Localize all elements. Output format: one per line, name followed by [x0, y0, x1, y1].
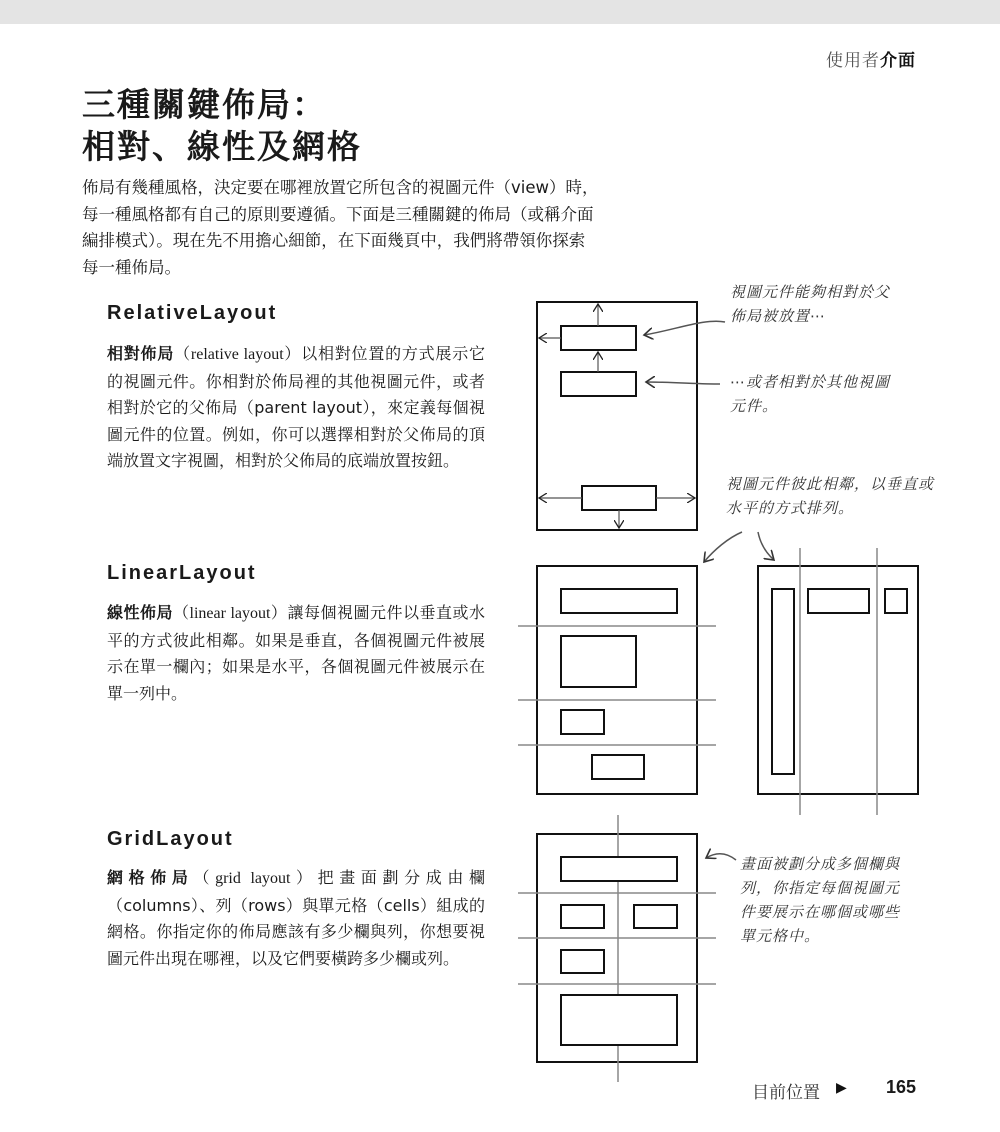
grid-layout-heading: GridLayout [107, 828, 234, 850]
grid-cell-view-4 [561, 950, 604, 973]
intro-paragraph: 佈局有幾種風格，決定要在哪裡放置它所包含的視圖元件（view）時，每一種風格都有自己的原則要遵循。下面是三種關鍵的佈局（或稱介面編排模式）。現在先不用擔心細節，在下面幾頁中，我們將帶領你探索每一種佈局。 [82, 178, 599, 277]
relative-layout-heading: RelativeLayout [107, 302, 278, 324]
linear-horizontal-view-1 [772, 589, 794, 774]
linear-horizontal-view-3 [885, 589, 907, 613]
note-relative-sibling: ⋯或者相對於其他視圖元件。 [730, 373, 891, 415]
grid-cell-view-5 [561, 995, 677, 1045]
linear-layout-term: 線性佈局 [107, 603, 174, 622]
page-number: 165 [886, 1077, 917, 1097]
linear-vertical-view-3 [561, 710, 604, 734]
linear-layout-body: 讓每個視圖元件以垂直或水平的方式彼此相鄰。如果是垂直，各個視圖元件被展示在單一欄內；如果是水平，各個視圖元件被展示在單一列中。 [107, 603, 485, 703]
relative-layout-term-en: （relative layout） [174, 346, 302, 363]
annotation-arrow-sibling [646, 382, 720, 384]
relative-view-middle [561, 372, 636, 396]
page-title-line2: 相對、線性及網格 [82, 127, 362, 166]
linear-layout-term-en: （linear layout） [173, 605, 288, 622]
grid-layout-diagram [518, 815, 736, 1082]
linear-layout-heading: LinearLayout [107, 562, 257, 584]
running-header-section: 使用者 [826, 51, 880, 71]
linear-vertical-view-4 [592, 755, 644, 779]
linear-vertical-view-1 [561, 589, 677, 613]
relative-layout-diagram [537, 302, 725, 530]
you-are-here-label: 目前位置 [752, 1083, 820, 1103]
linear-layout-horizontal-diagram [704, 532, 918, 815]
page-title-line1: 三種關鍵佈局： [82, 85, 327, 124]
relative-layout-body: 以相對位置的方式展示它的視圖元件。你相對於佈局裡的其他視圖元件，或者相對於它的父佈局（parent layout），來定義每個視圖元件的位置。例如，你可以選擇相對於父佈局的頂端放置文字視圖，相對於父佈局的底端放置按鈕。 [107, 344, 485, 470]
relative-layout-term: 相對佈局 [107, 344, 175, 363]
linear-layout-vertical-diagram [518, 566, 716, 794]
annotation-arrow-grid [706, 854, 736, 860]
running-header-chapter: 介面 [880, 51, 916, 71]
relative-view-bottom [582, 486, 656, 510]
linear-horizontal-view-2 [808, 589, 869, 613]
linear-vertical-view-2 [561, 636, 636, 687]
grid-layout-term: 網格佈局 [107, 868, 194, 887]
play-arrow-icon: ▶ [836, 1080, 847, 1096]
note-relative-parent: 視圖元件能夠相對於父佈局被放置⋯ [730, 283, 891, 325]
note-grid: 畫面被劃分成多個欄與列，你指定每個視圖元件要展示在哪個或哪些單元格中。 [740, 855, 901, 945]
relative-view-top [561, 326, 636, 350]
grid-layout-term-en: （grid layout） [193, 870, 318, 887]
annotation-arrow-linear-right [758, 532, 774, 560]
grid-cell-view-1 [561, 857, 677, 881]
note-linear: 視圖元件彼此相鄰，以垂直或水平的方式排列。 [726, 475, 935, 517]
grid-cell-view-3 [634, 905, 677, 928]
annotation-arrow-linear-left [704, 532, 742, 562]
annotation-arrow-parent [644, 321, 725, 335]
grid-layout-body: 把畫面劃分成由欄（columns）、列（rows）與單元格（cells）組成的網格。你指定你的佈局應該有多少欄與列，你想要視圖元件出現在哪裡，以及它們要橫跨多少欄或列。 [107, 868, 485, 968]
grid-cell-view-2 [561, 905, 604, 928]
